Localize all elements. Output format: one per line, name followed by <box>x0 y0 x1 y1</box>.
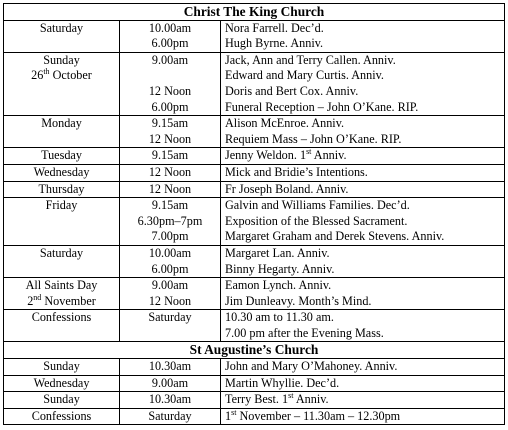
day-cell <box>4 181 120 198</box>
intention-cell <box>221 245 505 277</box>
day-cell <box>4 116 120 148</box>
mass-times-body <box>4 4 505 425</box>
mass-intention: John and Mary O’Mahoney. Anniv. <box>225 359 398 374</box>
mass-time: 6.00pm <box>151 261 189 276</box>
church-header-row <box>4 342 505 359</box>
intention-cell <box>221 278 505 310</box>
time-cell <box>120 164 221 181</box>
mass-time: 10.00am <box>148 20 192 35</box>
day-date-superscript: nd <box>33 292 42 302</box>
schedule-row <box>4 359 505 376</box>
mass-time: Saturday <box>148 310 192 325</box>
mass-time: 12 Noon <box>148 83 192 98</box>
day-cell <box>4 359 120 376</box>
time-cell <box>120 245 221 277</box>
intention-cell <box>221 164 505 181</box>
time-cell <box>120 181 221 198</box>
day-label: Confessions <box>31 310 92 325</box>
time-cell <box>120 375 221 392</box>
church-header-row <box>4 4 505 21</box>
schedule-row <box>4 408 505 425</box>
day-label: Saturday <box>39 245 84 260</box>
mass-intention: Mick and Bridie’s Intentions. <box>225 164 368 179</box>
mass-intention: Jim Dunleavy. Month’s Mind. <box>225 293 372 308</box>
mass-intention-suffix: Anniv. <box>293 392 329 407</box>
mass-time: 10.30am <box>148 392 192 407</box>
schedule-row <box>4 116 505 148</box>
schedule-row <box>4 198 505 246</box>
intention-cell <box>221 392 505 409</box>
intention-cell <box>221 310 505 342</box>
day-label: Saturday <box>39 20 84 35</box>
day-label: Wednesday <box>33 164 90 179</box>
mass-intention: Fr Joseph Boland. Anniv. <box>225 181 349 196</box>
intention-cell <box>221 198 505 246</box>
schedule-row <box>4 181 505 198</box>
mass-time: 12 Noon <box>148 131 192 146</box>
mass-intention: Jack, Ann and Terry Callen. Anniv. <box>225 52 396 67</box>
mass-intention: Galvin and Williams Families. Dec’d. <box>225 198 410 213</box>
mass-intention: Funeral Reception – John O’Kane. RIP. <box>225 99 419 114</box>
schedule-row <box>4 164 505 181</box>
mass-intention: Margaret Lan. Anniv. <box>225 245 330 260</box>
intention-cell <box>221 148 505 165</box>
mass-times-table <box>3 3 505 425</box>
day-date-suffix: November <box>41 293 96 308</box>
time-cell <box>120 359 221 376</box>
mass-intention-superscript: st <box>288 391 294 401</box>
day-label: Friday <box>45 198 78 213</box>
mass-time: 6.00pm <box>151 99 189 114</box>
mass-time: 6.30pm–7pm <box>137 213 203 228</box>
time-cell <box>120 408 221 425</box>
intention-cell <box>221 52 505 115</box>
time-cell <box>120 198 221 246</box>
day-cell <box>4 245 120 277</box>
mass-intention: Alison McEnroe. Anniv. <box>225 116 345 131</box>
time-cell <box>120 20 221 52</box>
intention-cell <box>221 20 505 52</box>
mass-intention: Binny Hegarty. Anniv. <box>225 261 335 276</box>
mass-intention: Exposition of the Blessed Sacrament. <box>225 213 408 228</box>
day-label: Confessions <box>31 408 92 423</box>
mass-intention: Requiem Mass – John O’Kane. RIP. <box>225 131 402 146</box>
time-spacer <box>120 68 220 84</box>
intention-cell <box>221 408 505 425</box>
mass-intention: Hugh Byrne. Anniv. <box>225 36 324 51</box>
schedule-row <box>4 245 505 277</box>
mass-intention: Doris and Bert Cox. Anniv. <box>225 83 359 98</box>
schedule-row <box>4 392 505 409</box>
schedule-row <box>4 375 505 392</box>
time-cell <box>120 278 221 310</box>
day-label: Sunday <box>43 359 80 374</box>
church-title: Christ The King Church <box>4 4 505 21</box>
day-date-text: 2 <box>27 293 34 308</box>
mass-time: 9.15am <box>151 116 189 131</box>
mass-intention: Margaret Graham and Derek Stevens. Anniv. <box>225 229 445 244</box>
intention-cell <box>221 116 505 148</box>
mass-time: 6.00pm <box>151 36 189 51</box>
day-label: Tuesday <box>41 148 82 163</box>
mass-time: Saturday <box>148 408 192 423</box>
schedule-row <box>4 20 505 52</box>
day-cell <box>4 198 120 246</box>
intention-cell <box>221 359 505 376</box>
mass-time: 9.00am <box>151 278 189 293</box>
intention-cell <box>221 181 505 198</box>
mass-intention: Eamon Lynch. Anniv. <box>225 278 332 293</box>
day-label: Monday <box>41 116 82 131</box>
day-label: Thursday <box>38 181 85 196</box>
time-cell <box>120 310 221 342</box>
time-cell <box>120 392 221 409</box>
mass-intention: 7.00 pm after the Evening Mass. <box>225 325 384 340</box>
day-cell <box>4 310 120 342</box>
day-cell <box>4 392 120 409</box>
mass-intention: Nora Farrell. Dec’d. <box>225 20 324 35</box>
mass-time: 7.00pm <box>151 229 189 244</box>
day-cell <box>4 148 120 165</box>
mass-intention-suffix: Anniv. <box>311 148 347 163</box>
mass-intention: Edward and Mary Curtis. Anniv. <box>225 68 384 83</box>
mass-intention <box>225 409 504 425</box>
mass-time: 12 Noon <box>148 164 192 179</box>
schedule-row <box>4 52 505 115</box>
time-cell <box>120 116 221 148</box>
mass-schedule <box>3 3 504 425</box>
mass-time: 9.15am <box>151 148 189 163</box>
mass-intention: 10.30 am to 11.30 am. <box>225 310 334 325</box>
schedule-row <box>4 310 505 342</box>
mass-intention <box>225 392 504 408</box>
day-date <box>4 68 119 84</box>
mass-time: 10.30am <box>148 359 192 374</box>
church-title: St Augustine’s Church <box>4 342 505 359</box>
day-date-superscript: th <box>43 67 50 77</box>
day-cell <box>4 278 120 310</box>
mass-time: 10.00am <box>148 245 192 260</box>
day-label: Wednesday <box>33 375 90 390</box>
day-date-text: 26 <box>31 68 44 83</box>
mass-intention-text: Terry Best. 1 <box>225 392 289 407</box>
day-label: Sunday <box>43 392 80 407</box>
mass-time: 12 Noon <box>148 293 192 308</box>
day-cell <box>4 164 120 181</box>
day-cell <box>4 408 120 425</box>
day-date <box>4 294 119 310</box>
schedule-row <box>4 278 505 310</box>
mass-time: 9.00am <box>151 52 189 67</box>
schedule-row <box>4 148 505 165</box>
time-cell <box>120 148 221 165</box>
day-cell <box>4 20 120 52</box>
mass-intention: Martin Whyllie. Dec’d. <box>225 375 340 390</box>
mass-intention-text: 1 <box>225 408 232 423</box>
mass-time: 9.15am <box>151 198 189 213</box>
day-label: All Saints Day <box>25 278 98 293</box>
mass-intention-text: Jenny Weldon. 1 <box>225 148 307 163</box>
mass-intention-suffix: November – 11.30am – 12.30pm <box>236 408 401 423</box>
day-cell <box>4 52 120 115</box>
day-label: Sunday <box>43 52 80 67</box>
mass-time: 9.00am <box>151 375 189 390</box>
mass-intention-superscript: st <box>231 408 237 417</box>
mass-intention <box>225 148 504 164</box>
day-cell <box>4 375 120 392</box>
time-cell <box>120 52 221 115</box>
mass-intention-superscript: st <box>306 147 312 157</box>
intention-cell <box>221 375 505 392</box>
mass-time: 12 Noon <box>148 181 192 196</box>
day-date-suffix: October <box>49 68 92 83</box>
